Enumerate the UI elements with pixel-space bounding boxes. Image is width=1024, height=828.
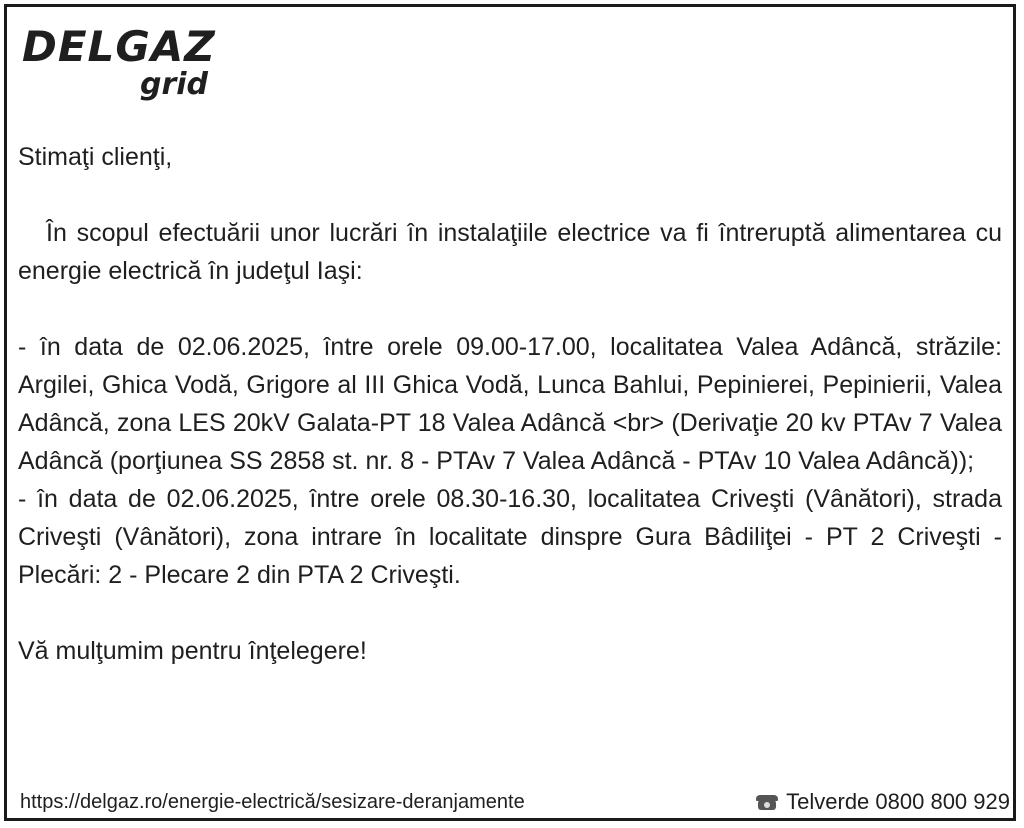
- phone-number: Telverde 0800 800 929: [786, 789, 1010, 814]
- greeting: Stimaţi clienţi,: [18, 143, 173, 171]
- delgaz-grid-logo: [22, 22, 222, 102]
- logo-brand: DELGAZ: [22, 22, 216, 71]
- outage-item-2: - în data de 02.06.2025, între orele 08.30-16.30, localitatea Criveşti (Vânători), strada Criveşti (Vânători), zona intrare în localitate dinspre Gura Bâdiliţei - PT 2 Criveşti - Plecări: 2 - Plecare 2 din PTA 2 Criveşti.: [18, 485, 1002, 589]
- closing-line: Vă mulţumim pentru înţelegere!: [18, 637, 367, 665]
- telephone-icon: [756, 794, 778, 810]
- logo-sub: grid: [139, 67, 208, 102]
- intro-paragraph: În scopul efectuării unor lucrări în instalaţiile electrice va fi întreruptă alimentarea cu energie electrică în judeţul Iaşi:: [18, 219, 1002, 285]
- outage-item-1: - în data de 02.06.2025, între orele 09.00-17.00, localitatea Valea Adâncă, străzile: Argilei, Ghica Vodă, Grigore al III Ghica Vodă, Lunca Bahlui, Pepinierei, Pepinierii, Valea Adâncă, zona LES 20kV Galata-PT 18 Valea Adâncă <br> (Derivaţie 20 kv PTAv 7 Valea Adâncă (porţiunea SS 2858 st. nr. 8 - PTAv 7 Valea Adâncă - PTAv 10 Valea Adâncă));: [18, 333, 1002, 475]
- footer-phone: [756, 788, 1010, 816]
- notice-body: [18, 138, 1002, 670]
- footer-url: https://delgaz.ro/energie-electrică/sesizare-deranjamente: [20, 791, 525, 813]
